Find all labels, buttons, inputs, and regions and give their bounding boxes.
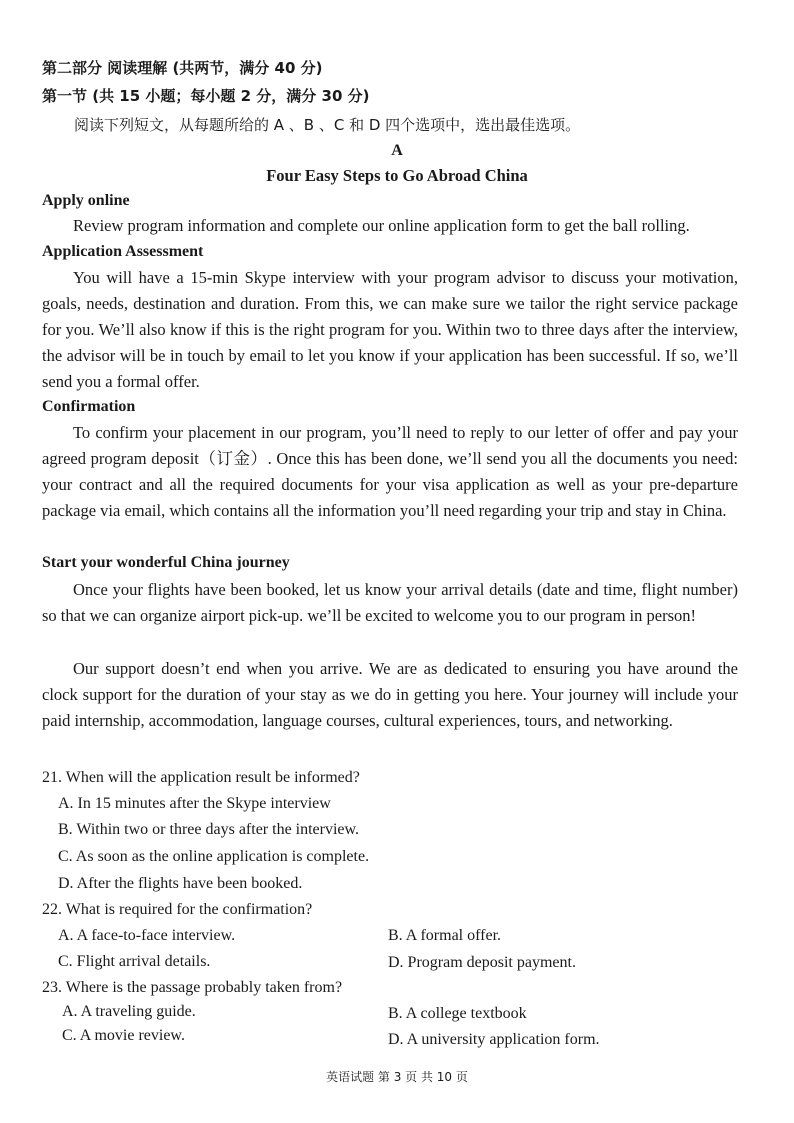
passage-paragraph: Once your flights have been booked, let us know your arrival details (date and time, flight number) so that we can organize airport pick-up. we’ll be excited to welcome you to our program in person! [42,580,738,625]
section-heading: Start your wonderful China journey [42,554,290,571]
part-title: 第二部分 阅读理解 (共两节，满分 40 分) [42,59,323,77]
answer-option[interactable]: A. A traveling guide. [62,1003,196,1020]
passage-paragraph: To confirm your placement in our program, you’ll need to reply to our letter of offer and pay your agreed program deposit（订金）. Once this has been done, we’ll send you all the documents you need: your contract and all the required documents for your visa application as well as your pre-departure package via email, which contains all the information you’ll need regarding your trip and stay in China. [42,423,738,520]
answer-option[interactable]: A. In 15 minutes after the Skype interview [58,795,331,812]
passage-paragraph: Review program information and complete our online application form to get the ball rolling. [73,216,690,235]
passage-paragraph: You will have a 15-min Skype interview with your program advisor to discuss your motivation, goals, needs, destination and duration. From this, we can make sure we tailor the right service package for you. We’ll also know if this is the right program for you. Within two to three days after the interview, the advisor will be in touch by email to let you know if your application has been successful. If so, we’ll send you a formal offer. [42,268,738,391]
passage-title: Four Easy Steps to Go Abroad China [266,166,528,185]
answer-option[interactable]: D. A university application form. [388,1031,600,1048]
question-stem: 22. What is required for the confirmation? [42,901,313,918]
page-footer: 英语试题 第 3 页 共 10 页 [326,1070,468,1084]
answer-option[interactable]: B. A college textbook [388,1005,527,1022]
question-stem: 21. When will the application result be informed? [42,769,360,786]
answer-option[interactable]: A. A face-to-face interview. [58,927,236,944]
section-heading: Application Assessment [42,243,204,260]
answer-option[interactable]: D. After the flights have been booked. [58,875,303,892]
answer-option[interactable]: C. A movie review. [62,1027,185,1044]
question-stem: 23. Where is the passage probably taken from? [42,979,343,996]
section-title: 第一节 (共 15 小题；每小题 2 分，满分 30 分) [42,87,370,105]
answer-option[interactable]: C. As soon as the online application is complete. [58,848,370,865]
section-heading: Confirmation [42,398,136,415]
instruction: 阅读下列短文，从每题所给的 A 、B 、C 和 D 四个选项中，选出最佳选项。 [74,116,581,134]
passage-paragraph: Our support doesn’t end when you arrive. We are as dedicated to ensuring you have around the clock support for the duration of your stay as we do in getting you here. Your journey will include your paid internship, accommodation, language courses, cultural experiences, tours, and networking. [42,659,738,730]
answer-option[interactable]: B. A formal offer. [388,927,502,944]
section-heading: Apply online [42,192,130,209]
passage-label: A [391,142,403,159]
answer-option[interactable]: D. Program deposit payment. [388,954,576,971]
answer-option[interactable]: B. Within two or three days after the interview. [58,821,360,838]
answer-option[interactable]: C. Flight arrival details. [58,953,211,970]
